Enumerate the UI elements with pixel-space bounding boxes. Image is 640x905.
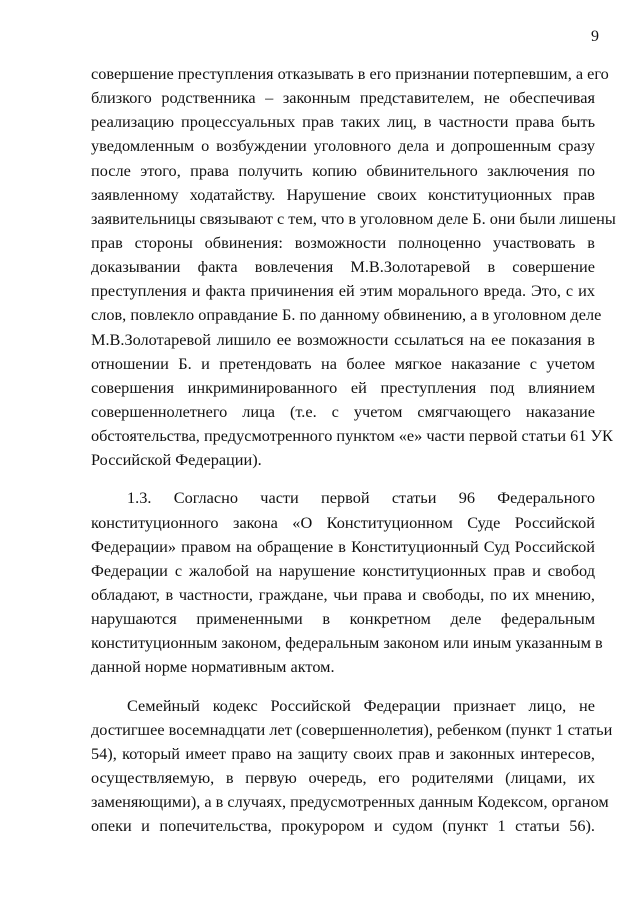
text-line: нарушаются примененными в конкретном деле федеральным	[91, 609, 595, 629]
text-line: Российской Федерации).	[91, 450, 262, 470]
paragraph	[91, 486, 603, 679]
text-line: Федерации с жалобой на нарушение конституционных прав и свобод	[91, 560, 595, 580]
text-line: опеки и попечительства, прокурором и судом (пункт 1 статьи 56).	[91, 816, 595, 836]
text-line: совершение преступления отказывать в его признании потерпевшим, а его	[91, 64, 609, 83]
text-line: конституционного закона «О Конституционном Суде Российской	[91, 512, 595, 532]
text-line: обладают, в частности, граждане, чьи права и свободы, по их мнению,	[91, 584, 595, 604]
text-line: достигшее восемнадцати лет (совершеннолетия), ребенком (пункт 1 статьи	[91, 719, 613, 739]
text-line: Семейный кодекс Российской Федерации признает лицо, не	[127, 695, 595, 715]
paragraph-gap	[91, 680, 595, 694]
text-line: прав стороны обвинения: возможности полноценно участвовать в	[91, 232, 595, 252]
text-line: конституционным законом, федеральным законом или иным указанным в	[91, 633, 603, 653]
text-line: совершеннолетнего лица (т.е. с учетом смягчающего наказание	[91, 401, 595, 421]
body-text	[91, 62, 616, 838]
text-line: обстоятельства, предусмотренного пунктом «е» части первой статьи 61 УК	[91, 426, 613, 446]
text-line: слов, повлекло оправдание Б. по данному обвинению, а в уголовном деле	[91, 305, 602, 325]
text-line: заявительницы связывают с тем, что в уголовном деле Б. они были лишены	[91, 208, 616, 228]
text-line: уведомленным о возбуждении уголовного дела и допрошенным сразу	[91, 136, 595, 156]
text-line: М.В.Золотаревой лишило ее возможности ссылаться на ее показания в	[91, 329, 595, 349]
text-line: заменяющими), а в случаях, предусмотренных данным Кодексом, органом	[91, 792, 609, 812]
text-line: преступления и факта причинения ей этим морального вреда. Это, с их	[91, 281, 595, 301]
text-line: осуществляемую, в первую очередь, его родителями (лицами, их	[91, 767, 595, 787]
text-line: реализацию процессуальных прав таких лиц, в частности права быть	[91, 112, 595, 132]
text-line: после этого, права получить копию обвинительного заключения по	[91, 160, 595, 180]
text-line: Федерации» правом на обращение в Конституционный Суд Российской	[91, 536, 595, 556]
paragraph	[91, 62, 616, 472]
page-number: 9	[591, 28, 599, 45]
text-line: заявленному ходатайству. Нарушение своих конституционных прав	[91, 184, 595, 204]
paragraph-gap	[91, 472, 595, 486]
text-line: близкого родственника – законным представителем, не обеспечивая	[91, 88, 595, 108]
text-line: 1.3. Согласно части первой статьи 96 Федерального	[127, 488, 595, 508]
text-line: отношении Б. и претендовать на более мягкое наказание с учетом	[91, 353, 595, 373]
paragraph	[91, 694, 613, 839]
text-line: данной норме нормативным актом.	[91, 657, 335, 677]
text-line: 54), который имеет право на защиту своих прав и законных интересов,	[91, 743, 595, 763]
text-line: совершения инкриминированного ей преступления под влиянием	[91, 377, 595, 397]
text-line: доказывании факта вовлечения М.В.Золотаревой в совершение	[91, 257, 595, 277]
